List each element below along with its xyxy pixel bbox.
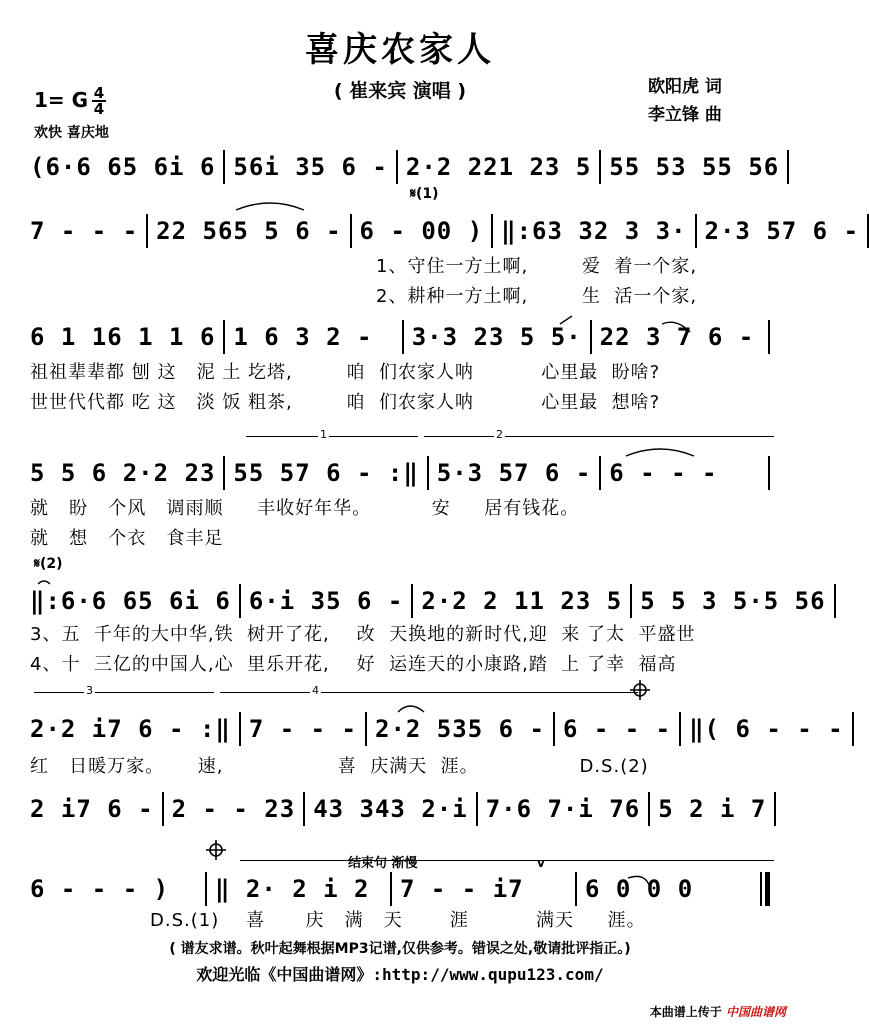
upload-site-logo: 中国曲谱网	[725, 1005, 786, 1019]
measure: 7 - - -	[30, 217, 139, 245]
measure: 7·6 7·i 76	[485, 795, 641, 823]
breath-mark: v	[537, 856, 545, 870]
measure: 2·2 i7 6 - :‖	[30, 715, 231, 743]
measure: 2·2 535 6 -	[375, 715, 545, 743]
measure: 2·3 57 6 -	[704, 217, 860, 245]
ending-label: 结束句 渐慢	[344, 852, 422, 871]
measure: 7 - - -	[248, 715, 357, 743]
lyric-verse1-line1: 1、守住一方土啊, 爱 着一个家,	[376, 256, 698, 277]
upload-prefix: 本曲谱上传于	[649, 1005, 722, 1019]
upload-credit	[650, 1003, 786, 1020]
measure: 22 565 5 6 -	[156, 217, 342, 245]
measure: 56i 35 6 -	[233, 153, 388, 181]
composer-credit: 李立锋 曲	[648, 105, 722, 125]
lyric-verse3-line1: 3、五 千年的大中华,铁 树开了花, 改 天换地的新时代,迎 来 了太 平盛世	[30, 624, 696, 645]
coda-sign-1	[630, 680, 650, 700]
slide-mark-2	[662, 322, 690, 332]
barline	[852, 712, 854, 746]
tie-arc-2	[626, 449, 694, 456]
measure: 43 343 2·i	[313, 795, 468, 823]
measure: ‖:63 32 3 3·	[501, 217, 687, 245]
slide-mark-3	[628, 876, 650, 888]
tie-arc-1	[236, 203, 304, 210]
tempo-marking: 欢快 喜庆地	[34, 125, 109, 141]
time-denominator: 4	[93, 100, 105, 118]
lyric-verse2-line1: 2、耕种一方土啊, 生 活一个家,	[376, 286, 698, 307]
measure: ‖ 2· 2 i 2	[215, 875, 370, 903]
lyric-verse3-line2: 红 日暖万家。 速, 喜 庆满天 涯。 D.S.(2)	[30, 756, 649, 777]
measure: 6 - 00 )	[359, 217, 484, 245]
segno-1-mark: 𝄋(1)	[410, 186, 439, 202]
lyric-verse2-line2: 世世代代都 吃 这 淡 饭 粗茶, 咱 们农家人呐 心里最 想啥?	[30, 392, 661, 413]
segno-2-mark: 𝄋(2)	[34, 556, 63, 572]
tie-arc-4	[38, 581, 50, 584]
lyricist-credit: 欧阳虎 词	[648, 77, 722, 97]
measure: 3·3 23 5 5·	[411, 323, 582, 351]
measure: 55 57 6 - :‖	[233, 459, 419, 487]
measure: 22 3 7 6 -	[599, 323, 755, 351]
key-signature: 1= G	[34, 88, 89, 112]
measure: 5 2 i 7	[658, 795, 767, 823]
volta-2-label: 2	[496, 428, 503, 441]
measure: 5·3 57 6 -	[436, 459, 592, 487]
measure: 1 6 3 2 -	[233, 323, 373, 351]
lyric-verse4-line1: 4、十 三亿的中国人,心 里乐开花, 好 运连天的小康路,踏 上 了幸 福高	[30, 654, 677, 675]
volta-3-label: 3	[86, 684, 93, 697]
measure: 7 - - i7	[400, 875, 524, 903]
measure: 2·2 2 11 23 5	[421, 587, 623, 615]
measure: ‖:6·6 65 6i 6	[30, 587, 231, 615]
measure: 6 - - -	[609, 459, 718, 487]
lyric-verse1-line2: 祖祖辈辈都 刨 这 泥 土 圪塔, 咱 们农家人呐 心里最 盼啥?	[30, 362, 661, 383]
measure: 55 53 55 56	[609, 153, 780, 181]
measure: ‖( 6 - - -	[689, 715, 844, 743]
measure: 5 5 3 5·5 56	[640, 587, 826, 615]
lyric-verse1-line3: 就 盼 个风 调雨顺 丰收好年华。 安 居有钱花。	[30, 498, 580, 519]
tie-arc-3	[398, 706, 424, 712]
slide-mark-1	[560, 316, 572, 324]
measure: 2 - - 23	[171, 795, 296, 823]
time-numerator: 4	[93, 84, 105, 102]
transcriber-note: ( 谱友求谱。秋叶起舞根据MP3记谱,仅供参考。错误之处,敬请批评指正。)	[169, 941, 631, 957]
measure: 2 i7 6 -	[30, 795, 154, 823]
volta-1-label: 1	[320, 428, 327, 441]
lyric-ending: D.S.(1) 喜 庆 满 天 涯 满天 涯。	[150, 910, 646, 931]
coda-sign-2	[206, 840, 226, 860]
measure: 6 - - -	[562, 715, 672, 743]
measure: 6 0 0 0	[585, 875, 694, 903]
measure: 6·i 35 6 -	[248, 587, 404, 615]
song-title: 喜庆农家人	[305, 30, 495, 70]
measure: 2·2 221 23 5	[405, 153, 592, 181]
measure: 6 1 16 1 1 6	[30, 323, 216, 351]
volta-4-label: 4	[312, 684, 319, 697]
site-welcome: 欢迎光临《中国曲谱网》:http://www.qupu123.com/	[196, 965, 604, 984]
measure: 5 5 6 2·2 23	[30, 459, 216, 487]
barline	[834, 584, 836, 618]
singer-credit: ( 崔来宾 演唱 )	[333, 80, 467, 102]
measure: (6·6 65 6i 6	[30, 153, 216, 181]
lyric-verse2-line3: 就 想 个衣 食丰足	[30, 528, 224, 549]
measure: 6 - - - )	[30, 875, 170, 903]
